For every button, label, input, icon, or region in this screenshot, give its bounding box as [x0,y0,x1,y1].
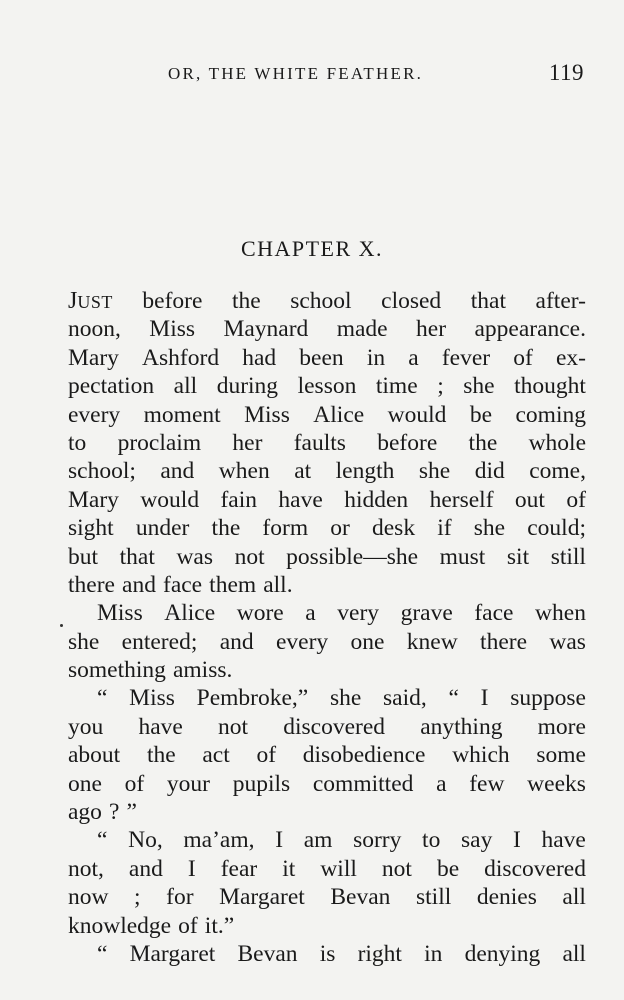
word: have [541,827,586,854]
word: to [422,827,441,854]
word: hidden [344,486,409,513]
word: after- [535,288,586,314]
word: I [275,827,284,854]
word: few [469,770,505,797]
word: of [124,770,145,797]
word: grave [400,600,453,627]
running-title: OR, THE WHITE FEATHER. [168,64,424,83]
word: I [480,685,489,712]
word: a [436,770,447,797]
word: her [416,316,447,343]
word: something [68,657,166,684]
word: sight [68,515,114,542]
text-line [68,599,586,627]
word: proclaim [117,429,202,456]
text-line [68,287,586,315]
word: a [408,344,419,371]
text-line [68,628,586,656]
word: had [242,344,277,371]
word: all [562,884,586,911]
body-text [68,287,586,968]
word: you [68,713,104,740]
word: fear [220,855,258,882]
word: that [119,543,155,570]
word: discovered [484,855,586,882]
word: now [68,884,109,911]
word: and [219,628,254,655]
word: I [513,827,521,854]
word: your [166,770,210,797]
word: fever [441,344,491,371]
word: knew [406,628,458,655]
word: still [550,543,586,570]
word: all [173,373,198,400]
word: out [514,486,545,513]
word: of [256,742,277,769]
text-line [68,770,586,798]
word: her [232,429,263,456]
word: them [209,571,257,598]
text-line [68,798,586,826]
text-line [68,571,586,599]
word: Margaret [219,884,305,911]
word: herself [429,486,494,513]
word: noon, [68,316,121,343]
word: say [461,827,493,854]
word: “ [448,685,459,712]
word: face [163,571,203,598]
word: suppose [510,685,586,712]
word: be [469,401,493,428]
text-line [68,656,586,684]
word: would [387,401,447,428]
running-head [168,60,584,90]
word: disobedience [302,742,426,769]
word: the [211,515,241,542]
word: a [305,600,316,627]
word: lesson [297,373,357,400]
text-line [68,401,586,429]
word: come, [529,458,586,485]
word: discovered [283,713,386,740]
word: Miss [97,600,143,627]
word: Bevan [330,884,391,911]
word: or [330,515,350,542]
word: about [68,742,121,769]
word: appearance. [474,316,586,343]
word: said, [383,685,427,712]
word: Miss [244,401,290,428]
word: act [202,742,230,769]
word: fain [220,486,258,513]
word: amiss. [172,657,233,684]
text-line [68,912,586,940]
word: face [474,600,514,627]
word: pectation [68,373,155,400]
word: “ [97,685,108,712]
word: before [377,429,438,456]
text-line [68,741,586,769]
word: knowledge [68,912,172,939]
word: length [335,458,395,485]
word: but [68,543,99,570]
text-line [68,514,586,542]
word: to [68,429,87,456]
text-line [68,826,586,854]
word: all. [263,571,293,598]
word: it [282,855,296,882]
word: right [357,940,402,967]
word: one [350,628,385,655]
text-line [68,543,586,571]
word: some [536,742,586,769]
word: was [549,628,586,655]
word: No, [128,827,163,854]
word: of [178,912,198,939]
word: Ashford [142,344,220,371]
word: every [68,401,121,428]
word: all [562,940,586,967]
word: “ [97,827,108,854]
word: made [336,316,388,343]
word: if [437,515,452,542]
word: moment [143,401,221,428]
word: she [463,373,495,400]
text-line [68,940,586,968]
word: school; [68,458,136,485]
word: not [218,713,249,740]
word: it.” [204,912,235,939]
word: Miss [129,685,175,712]
word: denies [476,884,537,911]
word: Pembroke,” [196,685,309,712]
word: did [474,458,505,485]
word: during [216,373,279,400]
word: was [176,543,213,570]
text-line [68,457,586,485]
word: very [337,600,380,627]
word: time [375,373,418,400]
word: sorry [353,827,402,854]
word: have [138,713,183,740]
word: ma’am, [183,827,255,854]
word: and [160,458,195,485]
word: still [415,884,452,911]
word: she [329,685,362,712]
word: Alice [164,600,216,627]
word: anything [420,713,503,740]
word: am [303,827,333,854]
word: Miss [149,316,196,343]
word: ” [126,799,137,826]
word: Mary [68,486,119,513]
word: Mary [68,344,119,371]
word: weeks [527,770,586,797]
word: would [140,486,200,513]
word: there [480,628,528,655]
word: not [381,855,412,882]
text-line [68,429,586,457]
word: in [424,940,443,967]
word: ex- [555,344,586,371]
word: when [535,600,586,627]
word: and [128,855,163,882]
word: that [470,288,506,314]
word: be [436,855,460,882]
word: faults [293,429,346,456]
word: is [319,940,336,967]
word: not [234,543,265,570]
word: of [566,486,586,513]
word: for [166,884,194,911]
text-line [68,372,586,400]
word: entered; [121,628,198,655]
word: she [68,628,100,655]
word: ? [108,799,120,826]
word: the [231,288,261,314]
word: could; [527,515,586,542]
text-line [68,315,586,343]
word: coming [515,401,586,428]
word: Maynard [223,316,309,343]
text-line [68,883,586,911]
word: the [146,742,176,769]
word: ; [134,884,141,911]
word: closed [381,288,442,314]
word: whole [528,429,586,456]
word: one [68,770,102,797]
word: “ [97,940,108,967]
text-line [68,713,586,741]
text-line [68,684,586,712]
word: sit [506,543,530,570]
word: form [262,515,309,542]
word: she [473,515,506,542]
word: when [218,458,270,485]
word: Alice [313,401,365,428]
word: in [366,344,386,371]
text-line [68,486,586,514]
word: before [142,288,203,314]
text-line [68,344,586,372]
word: not, [68,855,104,882]
word: school [290,288,352,314]
word: must [439,543,486,570]
word: and [122,571,156,598]
word: under [135,515,190,542]
word: the [468,429,498,456]
word: have [278,486,323,513]
word: possible—she [286,543,419,570]
word: denying [464,940,541,967]
word: pupils [232,770,291,797]
word: Margaret [129,940,216,967]
word: desk [372,515,416,542]
word: of [513,344,533,371]
word: ; [437,373,444,400]
word: committed [312,770,414,797]
word: wore [236,600,284,627]
page-number: 119 [548,60,584,85]
text-line [68,855,586,883]
chapter-heading: CHAPTER X. [240,236,384,261]
word: been [299,344,344,371]
word: at [294,458,312,485]
word: Bevan [237,940,298,967]
word: every [275,628,329,655]
word: will [320,855,357,882]
word: thought [514,373,586,400]
word: which [452,742,510,769]
opening-word: JUST [68,288,113,314]
word: more [537,713,586,740]
stray-ink-mark [60,624,63,627]
word: I [187,855,196,882]
word: there [68,571,115,598]
word: she [418,458,451,485]
word: ago [68,799,102,826]
